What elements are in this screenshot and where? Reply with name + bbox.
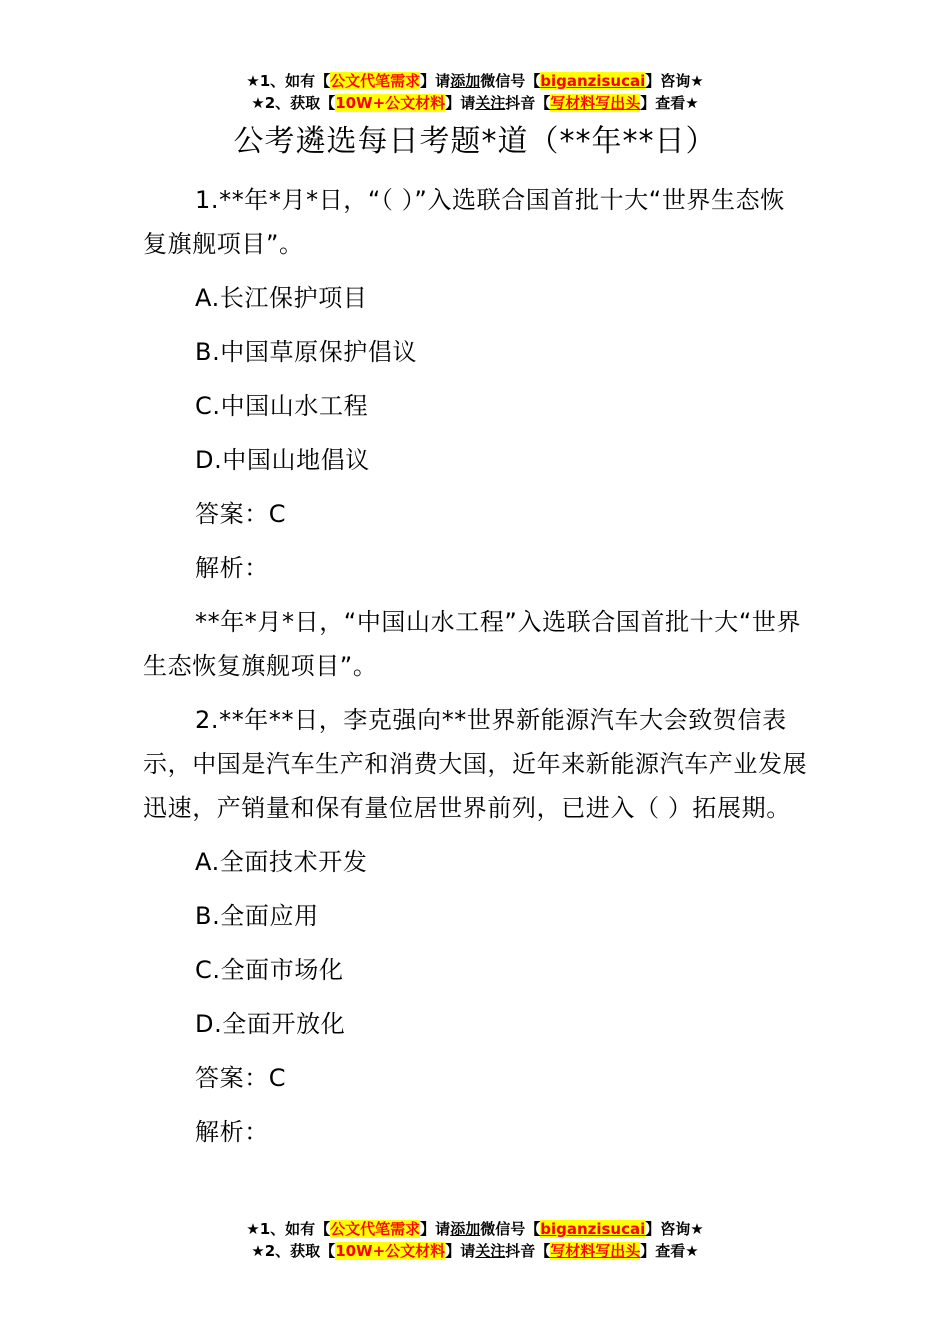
- banner-text: 】咨询★: [645, 72, 704, 90]
- banner-text: 微信号【: [480, 72, 541, 90]
- banner-text: 】请: [445, 1242, 476, 1260]
- banner-line-1: [0, 70, 950, 92]
- banner-text: 抖音【: [505, 1242, 551, 1260]
- option-a: A.长江保护项目: [195, 284, 368, 312]
- question-stem: 1.**年*月*日，“（ ）”入选联合国首批十大“世界生态恢复旗舰项目”。: [143, 186, 785, 258]
- wechat-id-link[interactable]: biganzisucai: [540, 1220, 646, 1238]
- page-title: 公考遴选每日考题*道（**年**日）: [233, 124, 717, 159]
- banner-line-2: [0, 1240, 950, 1262]
- banner-text: 】请: [445, 94, 476, 112]
- banner-emphasis: 关注: [475, 94, 506, 112]
- banner-text: 】查看★: [640, 1242, 699, 1260]
- answer: 答案：C: [195, 1064, 287, 1092]
- option-c: C.全面市场化: [195, 956, 344, 984]
- option-c: C.中国山水工程: [195, 392, 369, 420]
- question-2: [143, 698, 808, 1154]
- analysis-label: 解析：: [195, 1118, 269, 1146]
- douyin-account-link[interactable]: 写材料写出头: [550, 94, 641, 112]
- option-b: B.中国草原保护倡议: [195, 338, 418, 366]
- banner-text: 】咨询★: [645, 1220, 704, 1238]
- footer-banner: [0, 1218, 950, 1262]
- douyin-account-link[interactable]: 写材料写出头: [550, 1242, 641, 1260]
- question-1: [143, 178, 808, 688]
- banner-text: ★1、如有【: [246, 72, 331, 90]
- banner-text: 微信号【: [480, 1220, 541, 1238]
- option-d: D.全面开放化: [195, 1010, 346, 1038]
- service-tag: 公文代笔需求: [330, 72, 421, 90]
- banner-line-1: [0, 1218, 950, 1240]
- option-d: D.中国山地倡议: [195, 446, 370, 474]
- header-banner: [0, 70, 950, 114]
- banner-emphasis: 添加: [450, 72, 481, 90]
- banner-emphasis: 关注: [475, 1242, 506, 1260]
- banner-text: 】请: [420, 1220, 451, 1238]
- analysis-label: 解析：: [195, 554, 269, 582]
- option-b: B.全面应用: [195, 902, 319, 930]
- banner-text: ★1、如有【: [246, 1220, 331, 1238]
- banner-text: ★2、获取【: [251, 1242, 336, 1260]
- banner-line-2: [0, 92, 950, 114]
- banner-text: ★2、获取【: [251, 94, 336, 112]
- materials-tag: 10W+公文材料: [335, 1242, 446, 1260]
- banner-text: 抖音【: [505, 94, 551, 112]
- banner-emphasis: 添加: [450, 1220, 481, 1238]
- answer: 答案：C: [195, 500, 287, 528]
- materials-tag: 10W+公文材料: [335, 94, 446, 112]
- document-body: [143, 178, 808, 1164]
- question-stem: 2.**年**日，李克强向**世界新能源汽车大会致贺信表示，中国是汽车生产和消费大国，近年来新能源汽车产业发展迅速，产销量和保有量位居世界前列，已进入（ ）拓展期。: [143, 706, 808, 822]
- banner-text: 】请: [420, 72, 451, 90]
- service-tag: 公文代笔需求: [330, 1220, 421, 1238]
- option-a: A.全面技术开发: [195, 848, 368, 876]
- analysis-text: **年*月*日，“中国山水工程”入选联合国首批十大“世界生态恢复旗舰项目”。: [143, 608, 802, 680]
- wechat-id-link[interactable]: biganzisucai: [540, 72, 646, 90]
- banner-text: 】查看★: [640, 94, 699, 112]
